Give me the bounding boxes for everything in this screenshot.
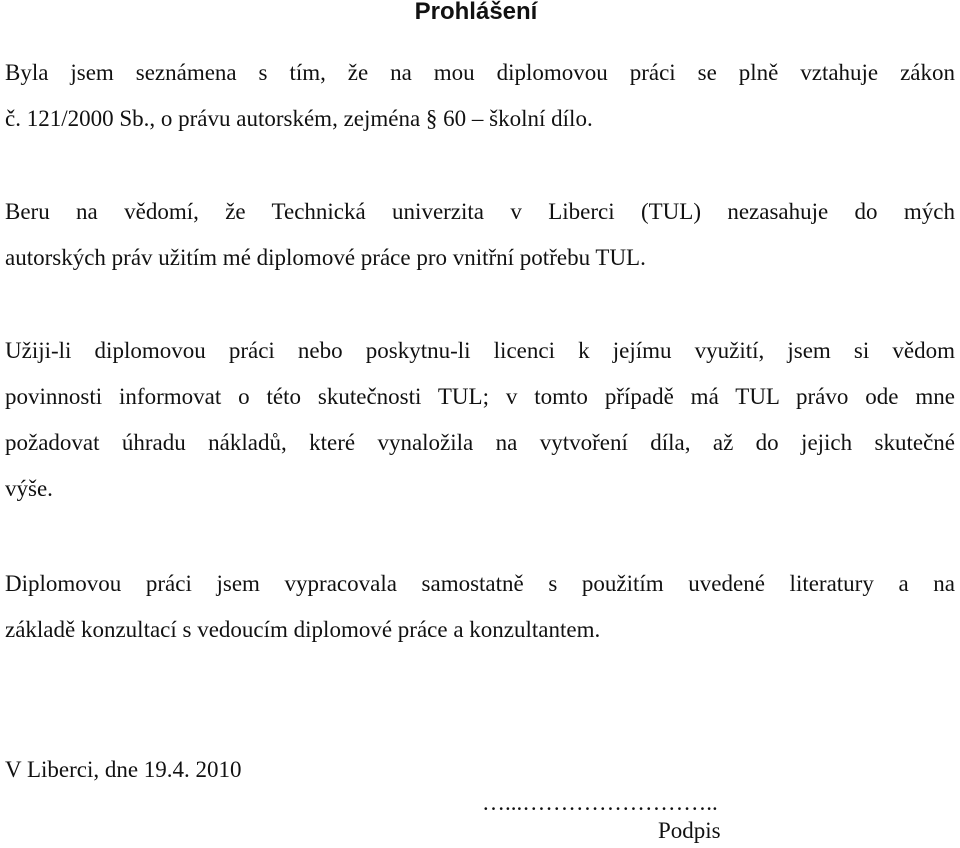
paragraph-line: Byla jsem seznámena s tím, že na mou diplomovou práci se plně vztahuje zákon <box>5 60 955 85</box>
paragraph-line: Beru na vědomí, že Technická univerzita v Liberci (TUL) nezasahuje do mých <box>5 199 955 224</box>
place-and-date: V Liberci, dne 19.4. 2010 <box>5 757 242 782</box>
paragraph-line: povinnosti informovat o této skutečnosti TUL; v tomto případě má TUL právo ode mne <box>5 384 955 409</box>
paragraph-line: č. 121/2000 Sb., o právu autorském, zejména § 60 – školní dílo. <box>5 106 593 131</box>
paragraph-line: požadovat úhradu nákladů, které vynaložila na vytvoření díla, až do jejich skutečné <box>5 430 955 455</box>
paragraph-tul-rights <box>5 189 955 281</box>
signature-line: …...…………………….. <box>482 790 718 815</box>
paragraph-line: základě konzultací s vedoucím diplomové práce a konzultantem. <box>5 617 601 642</box>
paragraph-licence-obligation <box>5 328 955 512</box>
paragraph-line: autorských práv užitím mé diplomové práce pro vnitřní potřebu TUL. <box>5 245 646 270</box>
paragraph-independent-work <box>5 561 955 653</box>
paragraph-line: Užiji-li diplomovou práci nebo poskytnu-li licenci k jejímu využití, jsem si vědom <box>5 338 955 363</box>
paragraph-line: výše. <box>5 476 53 501</box>
paragraph-line: Diplomovou práci jsem vypracovala samostatně s použitím uvedené literatury a na <box>5 571 955 596</box>
paragraph-copyright-act <box>5 50 955 142</box>
page-title: Prohlášení <box>414 0 538 25</box>
signature-label: Podpis <box>658 818 721 843</box>
